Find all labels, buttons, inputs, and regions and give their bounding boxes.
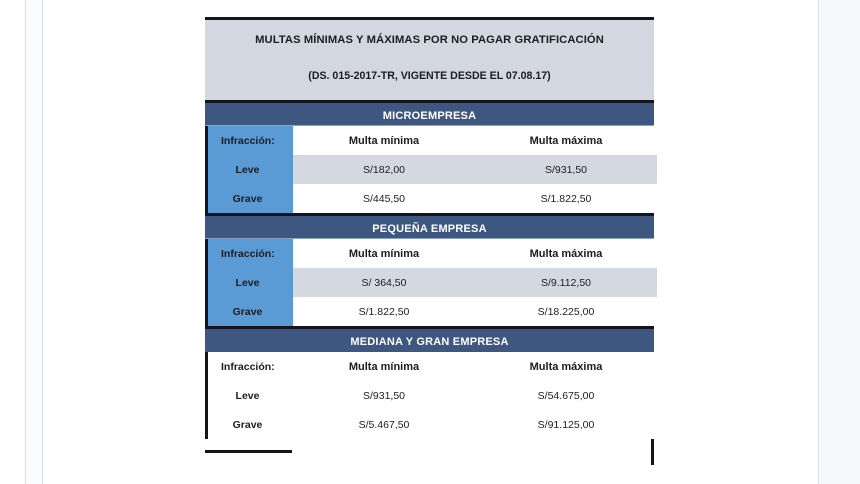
table-row — [208, 381, 657, 410]
cell-min-leve: S/931,50 — [293, 381, 475, 410]
column-header-multa-minima: Multa mínima — [293, 126, 475, 155]
fines-table-microempresa — [208, 126, 657, 213]
table-row — [208, 297, 657, 326]
section-body-pequena-empresa — [205, 239, 654, 326]
right-margin-panel — [819, 0, 860, 484]
section-pequena-empresa — [205, 213, 654, 326]
left-margin-panel — [26, 0, 42, 484]
table-header-row — [208, 352, 657, 381]
document-title-block — [205, 17, 654, 100]
row-label-leve: Leve — [208, 155, 293, 184]
table-header-row — [208, 239, 657, 268]
bottom-rule — [205, 450, 292, 453]
fines-table-document — [205, 17, 654, 465]
fines-table-mediana-gran-empresa — [208, 352, 657, 439]
cell-max-leve: S/931,50 — [475, 155, 657, 184]
cell-max-grave: S/1.822,50 — [475, 184, 657, 213]
table-header-row — [208, 126, 657, 155]
table-row — [208, 410, 657, 439]
cell-max-grave: S/91.125,00 — [475, 410, 657, 439]
row-label-grave: Grave — [208, 184, 293, 213]
document-bottom-rule-area — [205, 439, 654, 465]
column-header-infraccion: Infracción: — [208, 239, 293, 268]
table-row — [208, 268, 657, 297]
row-label-grave: Grave — [208, 410, 293, 439]
section-heading-mediana-gran-empresa: MEDIANA Y GRAN EMPRESA — [205, 326, 654, 352]
cell-min-grave: S/5.467,50 — [293, 410, 475, 439]
column-header-infraccion: Infracción: — [208, 352, 293, 381]
row-label-leve: Leve — [208, 268, 293, 297]
document-title-secondary: (DS. 015-2017-TR, VIGENTE DESDE EL 07.08.17) — [308, 70, 551, 82]
column-header-infraccion: Infracción: — [208, 126, 293, 155]
cell-max-leve: S/9.112,50 — [475, 268, 657, 297]
column-header-multa-minima: Multa mínima — [293, 239, 475, 268]
left-guide-outer — [25, 0, 26, 484]
row-label-leve: Leve — [208, 381, 293, 410]
column-header-multa-maxima: Multa máxima — [475, 126, 657, 155]
right-frame-edge — [651, 439, 654, 465]
column-header-multa-minima: Multa mínima — [293, 352, 475, 381]
document-title-primary: MULTAS MÍNIMAS Y MÁXIMAS POR NO PAGAR GRATIFICACIÓN — [255, 34, 604, 46]
column-header-multa-maxima: Multa máxima — [475, 352, 657, 381]
row-label-grave: Grave — [208, 297, 293, 326]
cell-max-grave: S/18.225,00 — [475, 297, 657, 326]
fines-table-pequena-empresa — [208, 239, 657, 326]
left-guide-inner — [42, 0, 43, 484]
section-heading-microempresa: MICROEMPRESA — [205, 100, 654, 126]
table-row — [208, 184, 657, 213]
cell-min-leve: S/ 364,50 — [293, 268, 475, 297]
section-microempresa — [205, 100, 654, 213]
cell-min-grave: S/1.822,50 — [293, 297, 475, 326]
column-header-multa-maxima: Multa máxima — [475, 239, 657, 268]
section-body-microempresa — [205, 126, 654, 213]
cell-max-leve: S/54.675,00 — [475, 381, 657, 410]
right-guide — [818, 0, 819, 484]
section-heading-pequena-empresa: PEQUEÑA EMPRESA — [205, 213, 654, 239]
section-mediana-gran-empresa — [205, 326, 654, 465]
cell-min-grave: S/445,50 — [293, 184, 475, 213]
cell-min-leve: S/182,00 — [293, 155, 475, 184]
section-body-mediana-gran-empresa — [205, 352, 654, 439]
table-row — [208, 155, 657, 184]
